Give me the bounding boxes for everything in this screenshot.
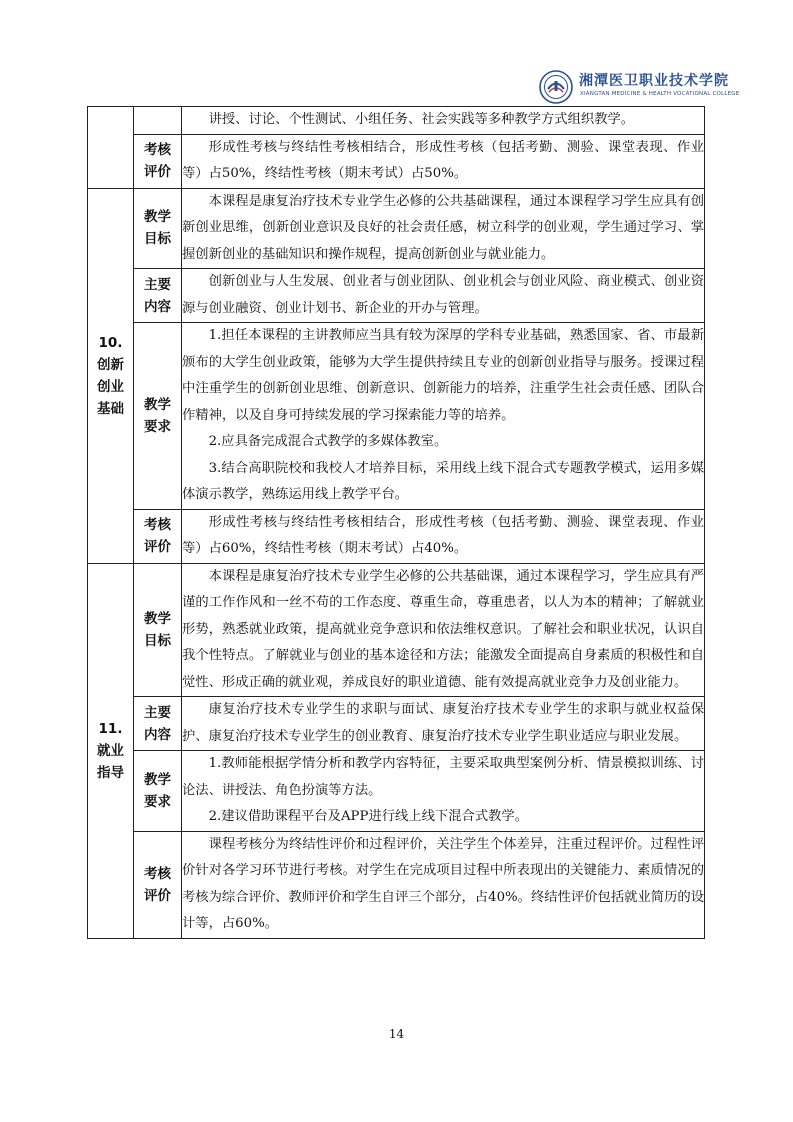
row-label: 考核 评价 [134,509,182,563]
section-2-row [88,831,705,938]
section-title: 10. 创新 创业 基础 [88,188,134,563]
college-logo [539,68,739,108]
page-number: 14 [388,1027,405,1041]
continued-content-cell [182,107,705,135]
row-content [182,269,705,323]
content-paragraph: 3.结合高职院校和我校人才培养目标，采用线上线下混合式专题教学模式，运用多媒体演示教学，熟练运用线上教学平台。 [182,460,704,502]
top-assess-row [88,134,705,188]
top-assess-label: 考核 评价 [134,134,182,188]
continued-label-cell [134,107,182,135]
content-paragraph: 2.应具备完成混合式教学的多媒体教室。 [208,434,448,449]
row-content [182,509,705,563]
row-content [182,697,705,751]
continued-row [88,107,705,135]
college-name-cn: 湘潭医卫职业技术学院 [579,73,729,89]
content-paragraph: 康复治疗技术专业学生的求职与面试、康复治疗技术专业学生的求职与就业权益保护、康复治疗技术专业学生的创业教育、康复治疗技术专业学生职业适应与职业发展。 [182,702,704,744]
content-paragraph: 1.教师能根据学情分析和教学内容特征，主要采取典型案例分析、情景模拟训练、讨论法、讲授法、角色扮演等方法。 [182,756,704,798]
content-paragraph: 本课程是康复治疗技术专业学生必修的公共基础课程，通过本课程学习学生应具有创新创业思维，创新创业意识及良好的社会责任感，树立科学的创业观，学生通过学习、掌握创新创业的基础知识和操作规程，提高创新创业与就业能力。 [182,193,704,262]
row-label: 考核 评价 [134,831,182,938]
row-content [182,563,705,697]
content-paragraph: 2.建议借助课程平台及APP进行线上线下混合式教学。 [208,809,529,824]
row-content [182,831,705,938]
section-1-row [88,188,705,269]
section-2-row [88,563,705,697]
row-content [182,751,705,832]
row-label: 教学 要求 [134,323,182,510]
section-2-row [88,751,705,832]
row-label: 教学 目标 [134,563,182,697]
content-paragraph: 本课程是康复治疗技术专业学生必修的公共基础课，通过本课程学习，学生应具有严谨的工作作风和一丝不苟的工作态度、尊重生命，尊重患者，以人为本的精神；了解就业形势，熟悉就业政策，提高就业竞争意识和依法维权意识。了解社会和职业状况，认识自我个性特点。了解就业与创业的基本途径和方法；能激发全面提高自身素质的积极性和自觉性、形成正确的就业观，养成良好的职业道德、能有效提高就业竞争力及创业能力。 [182,568,704,690]
row-content [182,323,705,510]
section-1-row [88,269,705,323]
course-table [87,106,705,939]
row-label: 主要 内容 [134,269,182,323]
content-paragraph: 创新创业与人生发展、创业者与创业团队、创业机会与创业风险、商业模式、创业资源与创业融资、创业计划书、新企业的开办与管理。 [182,274,704,316]
row-label: 主要 内容 [134,697,182,751]
row-label: 教学 要求 [134,751,182,832]
top-assess-content [182,134,705,188]
continued-text: 讲授、讨论、个性测试、小组任务、社会实践等多种教学方式组织教学。 [208,112,635,127]
college-emblem-icon [539,70,573,104]
section-1-row [88,509,705,563]
continued-section-cell [88,107,134,189]
content-paragraph: 1.担任本课程的主讲教师应当具有较为深厚的学科专业基础，熟悉国家、省、市最新颁布的大学生创业政策，能够为大学生提供持续且专业的创新创业指导与服务。授课过程中注重学生的创新创业思维、创新意识、创新能力的培养，注重学生社会责任感、团队合作精神，以及自身可持续发展的学习探索能力等的培养。 [182,328,704,423]
section-2-row [88,697,705,751]
content-paragraph: 课程考核分为终结性评价和过程评价，关注学生个体差异，注重过程评价。过程性评价针对各学习环节进行考核。对学生在完成项目过程中所表现出的关键能力、素质情况的考核为综合评价、教师评价和学生自评三个部分，占40%。终结性评价包括就业简历的设计等，占60%。 [182,836,704,931]
top-assess-text: 形成性考核与终结性考核相结合，形成性考核（包括考勤、测验、课堂表现、作业等）占50%，终结性考核（期末考试）占50%。 [182,139,704,181]
row-label: 教学 目标 [134,188,182,269]
content-paragraph: 形成性考核与终结性考核相结合，形成性考核（包括考勤、测验、课堂表现、作业等）占60%，终结性考核（期末考试）占40%。 [182,514,704,556]
section-title: 11. 就业 指导 [88,563,134,938]
section-1-row [88,323,705,510]
college-name-en: XIANGTAN MEDICINE & HEALTH VOCATIONAL COLLEGE [580,91,740,97]
row-content [182,188,705,269]
